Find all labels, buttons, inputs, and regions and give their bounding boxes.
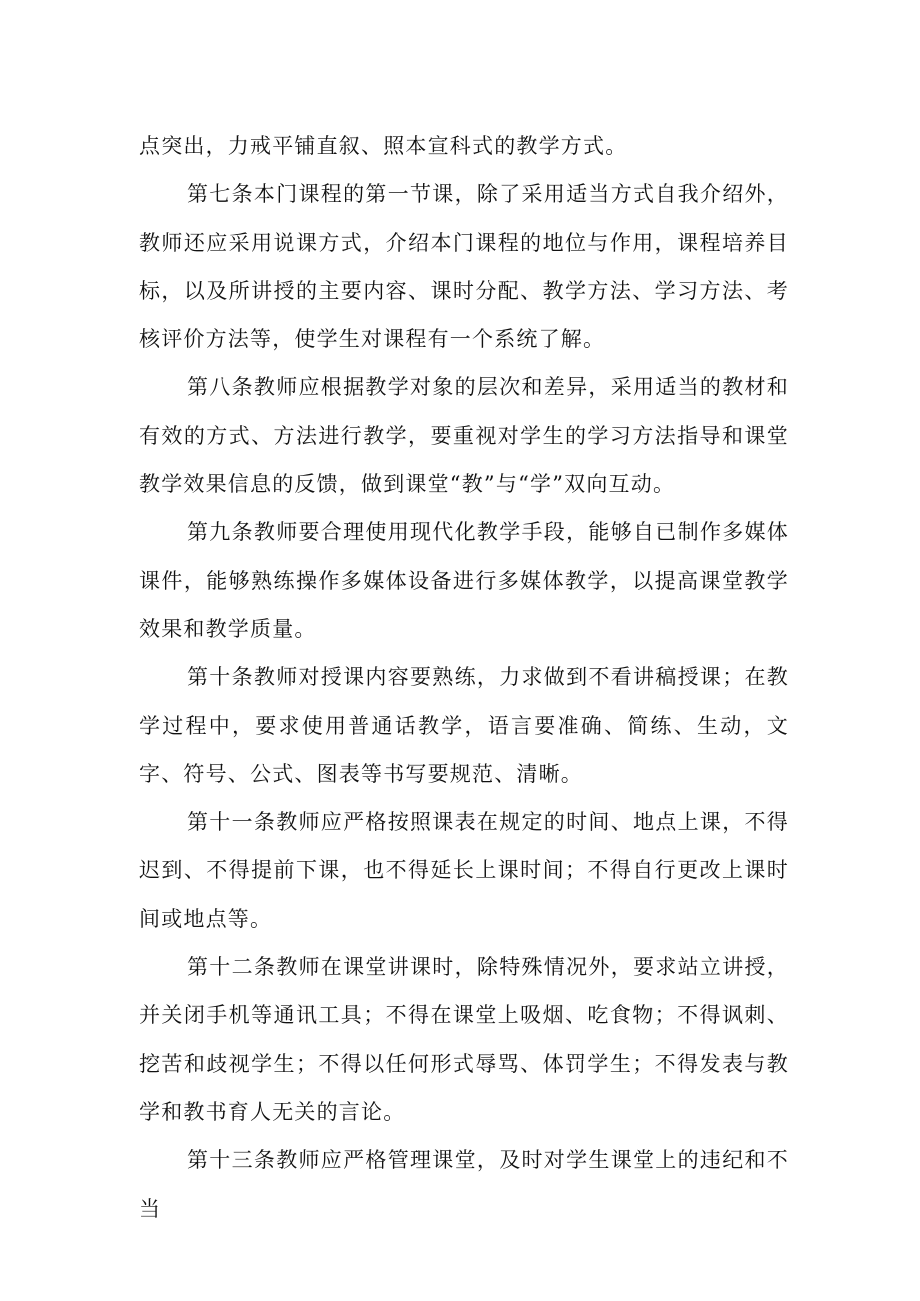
paragraph-article-8: 第八条教师应根据教学对象的层次和差异，采用适当的教材和有效的方式、方法进行教学，要重视对学生的学习方法指导和课堂教学效果信息的反馈，做到课堂“教”与“学”双向互动。 [139, 375, 789, 497]
paragraph-article-11: 第十一条教师应严格按照课表在规定的时间、地点上课，不得迟到、不得提前下课，也不得延长上课时间；不得自行更改上课时间或地点等。 [139, 810, 789, 931]
paragraph-article-9: 第九条教师要合理使用现代化教学手段，能够自已制作多媒体课件，能够熟练操作多媒体设备进行多媒体教学，以提高课堂教学效果和教学质量。 [139, 520, 789, 641]
paragraph-article-12: 第十二条教师在课堂讲课时，除特殊情况外，要求站立讲授，并关闭手机等通讯工具；不得在课堂上吸烟、吃食物；不得讽刺、挖苦和歧视学生；不得以任何形式辱骂、体罚学生；不得发表与教学和教书育人无关的言论。 [139, 955, 789, 1124]
paragraph-article-7: 第七条本门课程的第一节课，除了采用适当方式自我介绍外，教师还应采用说课方式，介绍本门课程的地位与作用，课程培养目标，以及所讲授的主要内容、课时分配、教学方法、学习方法、考核评价方法等，使学生对课程有一个系统了解。 [139, 182, 789, 352]
document-page [139, 122, 789, 1233]
paragraph-article-13: 第十三条教师应严格管理课堂，及时对学生课堂上的违纪和不当 [139, 1148, 789, 1221]
paragraph-continuation: 点突出，力戒平铺直叙、照本宣科式的教学方式。 [139, 134, 628, 158]
paragraph-article-10: 第十条教师对授课内容要熟练，力求做到不看讲稿授课；在教学过程中，要求使用普通话教学，语言要准确、简练、生动，文字、符号、公式、图表等书写要规范、清晰。 [139, 665, 789, 786]
